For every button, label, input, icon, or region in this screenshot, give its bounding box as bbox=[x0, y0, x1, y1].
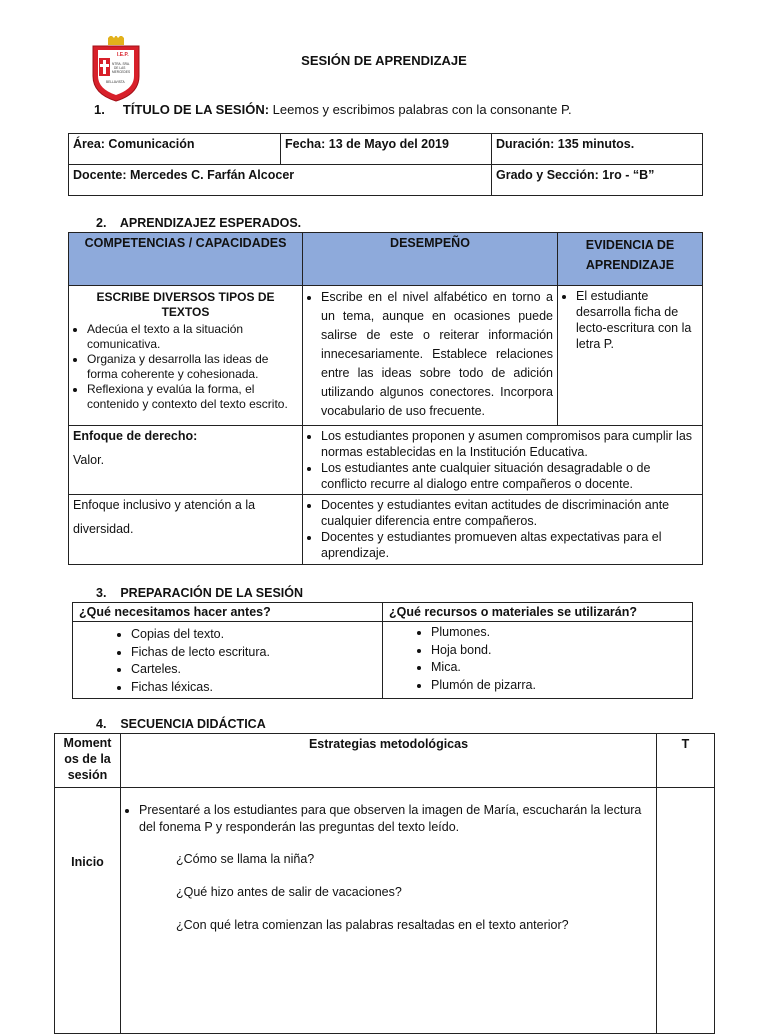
enfoque-derecho-cell bbox=[69, 426, 303, 495]
header-desempeno: DESEMPEÑO bbox=[303, 233, 558, 286]
page-title: SESIÓN DE APRENDIZAJE bbox=[301, 53, 467, 68]
section-2-heading bbox=[96, 216, 301, 230]
section-number: 4. bbox=[96, 717, 107, 731]
crest-text-line: MERCEDES bbox=[112, 70, 131, 74]
enfoque-title: Enfoque inclusivo y atención a la bbox=[73, 498, 256, 512]
enfoque-derecho-items bbox=[303, 426, 703, 495]
crest-text-line: DE LAS bbox=[114, 66, 126, 70]
recurso-item: • Plumones. bbox=[431, 624, 688, 642]
crest-text-line: NTRA. SRA. bbox=[112, 62, 130, 66]
estrategia-cell bbox=[121, 788, 657, 1034]
antes-item: • Fichas léxicas. bbox=[131, 679, 378, 697]
preparacion-table bbox=[72, 602, 693, 699]
antes-item: • Fichas de lecto escritura. bbox=[131, 644, 378, 662]
area-cell: Área: Comunicación bbox=[69, 134, 281, 165]
school-crest-icon bbox=[90, 36, 142, 102]
enfoque-title: Enfoque de derecho: bbox=[73, 429, 198, 443]
aprendizajes-table bbox=[68, 232, 703, 565]
enfoque-item: • Los estudiantes proponen y asumen compromisos para cumplir las normas establecidas en la Institución Educativa. bbox=[321, 428, 698, 460]
header-estrategias: Estrategias metodológicas bbox=[121, 734, 657, 788]
desempeno-text: • Escribe en el nivel alfabético en torno a un tema, aunque en ocasiones puede salirse de este o reiterar información innecesariamente. Establece relaciones entre las ideas sobre todo de adición utilizando algunos conectores. Incorpora vocabulario de uso frecuente. bbox=[321, 288, 553, 421]
section-number: 3. bbox=[96, 586, 107, 600]
capacidad-item: • Organiza y desarrolla las ideas de forma coherente y cohesionada. bbox=[87, 352, 298, 382]
recurso-item: • Hoja bond. bbox=[431, 642, 688, 660]
grado-cell: Grado y Sección: 1ro - “B” bbox=[492, 165, 703, 196]
recurso-item: • Mica. bbox=[431, 659, 688, 677]
section-3-heading bbox=[96, 586, 303, 600]
pregunta-item: ¿Con qué letra comienzan las palabras resaltadas en el texto anterior? bbox=[176, 918, 569, 932]
pregunta-item: ¿Cómo se llama la niña? bbox=[176, 852, 315, 866]
recursos-cell bbox=[383, 622, 693, 699]
header-antes: ¿Qué necesitamos hacer antes? bbox=[73, 603, 383, 622]
pregunta-item: ¿Qué hizo antes de salir de vacaciones? bbox=[176, 885, 402, 899]
header-evidencia: EVIDENCIA DE APRENDIZAJE bbox=[558, 233, 703, 286]
capacidad-item: • Adecúa el texto a la situación comunicativa. bbox=[87, 322, 298, 352]
section-label: PREPARACIÓN DE LA SESIÓN bbox=[120, 586, 304, 600]
estrategia-text: • Presentaré a los estudiantes para que observen la imagen de María, escucharán la lectura del fonema P y responderán las preguntas del texto leído. bbox=[139, 802, 652, 836]
evidencia-cell bbox=[558, 286, 703, 426]
enfoque-item: • Los estudiantes ante cualquier situación desagradable o de conflicto recurre al dialogo entre compañeros o docente. bbox=[321, 460, 698, 492]
info-table bbox=[68, 133, 703, 196]
duracion-cell: Duración: 135 minutos. bbox=[492, 134, 703, 165]
momento-inicio: Inicio bbox=[55, 788, 121, 1034]
header-momentos: Moment os de la sesión bbox=[55, 734, 121, 788]
enfoque-sub: Valor. bbox=[73, 453, 105, 467]
antes-cell bbox=[73, 622, 383, 699]
section-1-heading bbox=[94, 102, 572, 117]
header-competencias: COMPETENCIAS / CAPACIDADES bbox=[69, 233, 303, 286]
enfoque-inclusivo-items bbox=[303, 495, 703, 565]
fecha-cell: Fecha: 13 de Mayo del 2019 bbox=[281, 134, 492, 165]
section-label: TÍTULO DE LA SESIÓN: bbox=[122, 102, 270, 117]
enfoque-item: • Docentes y estudiantes promueven altas expectativas para el aprendizaje. bbox=[321, 529, 698, 561]
crest-text-line: BELLAVISTA bbox=[106, 80, 125, 84]
desempeno-cell bbox=[303, 286, 558, 426]
evidencia-text: • El estudiante desarrolla ficha de lecto-escritura con la letra P. bbox=[576, 288, 698, 352]
enfoque-sub: diversidad. bbox=[73, 522, 134, 536]
competencias-cell bbox=[69, 286, 303, 426]
crest-text-line: I.E.P. bbox=[117, 52, 129, 58]
header-recursos: ¿Qué recursos o materiales se utilizarán? bbox=[383, 603, 693, 622]
tiempo-cell bbox=[657, 788, 715, 1034]
section-4-heading bbox=[96, 717, 266, 731]
enfoque-item: • Docentes y estudiantes evitan actitudes de discriminación ante cualquier diferencia entre compañeros. bbox=[321, 497, 698, 529]
header-tiempo: T bbox=[657, 734, 715, 788]
antes-item: • Copias del texto. bbox=[131, 626, 378, 644]
capacidad-item: • Reflexiona y evalúa la forma, el contenido y contexto del texto escrito. bbox=[87, 382, 298, 412]
secuencia-table bbox=[54, 733, 715, 1034]
section-label: SECUENCIA DIDÁCTICA bbox=[120, 717, 266, 731]
section-label: APRENDIZAJEZ ESPERADOS. bbox=[119, 216, 302, 230]
session-title: Leemos y escribimos palabras con la consonante P. bbox=[272, 102, 572, 117]
section-number: 2. bbox=[96, 216, 107, 230]
antes-item: • Carteles. bbox=[131, 661, 378, 679]
competencia-title: ESCRIBE DIVERSOS TIPOS DE TEXTOS bbox=[96, 290, 275, 319]
section-number: 1. bbox=[94, 102, 105, 117]
enfoque-inclusivo-cell bbox=[69, 495, 303, 565]
docente-cell: Docente: Mercedes C. Farfán Alcocer bbox=[69, 165, 492, 196]
recurso-item: • Plumón de pizarra. bbox=[431, 677, 688, 695]
